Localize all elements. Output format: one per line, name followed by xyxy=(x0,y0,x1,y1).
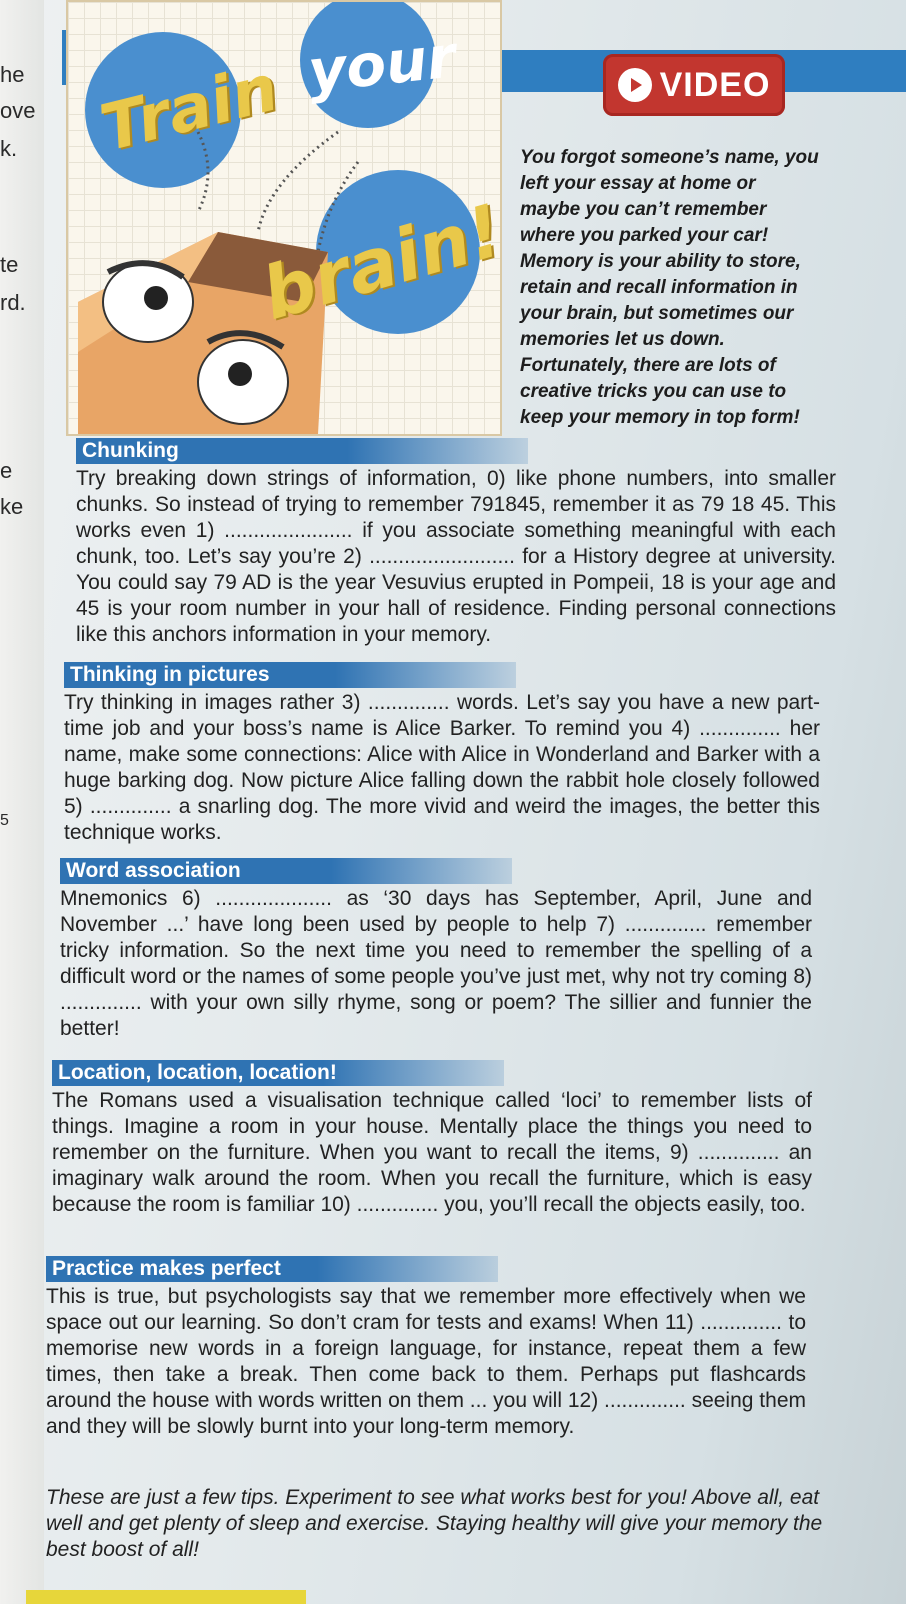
section-word-association xyxy=(60,858,812,1042)
section-chunking xyxy=(76,438,836,648)
section-body: This is true, but psychologists say that we remember more effectively when we space out our learning. So don’t cram for tests and exams! When 11) .............. to memorise new words in a foreign language, for instance, repeat them a few times, then take a break. Then come back to them. Perhaps put flashcards around the house with words written on them ... you will 12) .............. seeing them and they will be slowly burnt into your long-term memory. xyxy=(46,1285,806,1438)
section-body: Mnemonics 6) .................... as ‘30 days has September, April, June and November ...’ have long been used by people to help 7) .............. remember tricky information. So the next time you need to remember the spelling of a difficult word or the names of some people you’ve just met, why not try coming 8) .............. with your own silly rhyme, song or poem? The sillier and funnier the better! xyxy=(60,887,812,1040)
section-heading: Chunking xyxy=(76,438,528,464)
section-heading: Word association xyxy=(60,858,512,884)
section-heading: Location, location, location! xyxy=(52,1060,504,1086)
section-body: The Romans used a visualisation technique called ‘loci’ to remember lists of things. Imagine a room in your house. Mentally place the things you need to remember on the furniture. When you want to recall the items, 9) .............. an imaginary walk around the room. When you recall the furniture, which is easy because the room is familiar 10) .............. you, you’ll recall the objects easily, too. xyxy=(52,1089,812,1216)
title-word-train: Train xyxy=(93,51,286,167)
section-body: Try thinking in images rather 3) .............. words. Let’s say you have a new part-time job and your boss’s name is Alice Barker. To remind you 4) .............. her name, make some connections: Alice with Alice in Wonderland and Barker with a huge barking dog. Now picture Alice falling down the rabbit hole closely followed 5) .............. a snarling dog. The more vivid and weird the images, the better this technique works. xyxy=(64,691,820,844)
section-heading: Practice makes perfect xyxy=(46,1256,498,1282)
section-location xyxy=(52,1060,812,1218)
title-word-brain: brain! xyxy=(253,187,512,337)
title-word-your: your xyxy=(304,22,459,106)
margin-fragment: he xyxy=(0,62,25,87)
previous-page-margin xyxy=(0,0,44,1604)
margin-fragment: k. xyxy=(0,136,18,161)
margin-fragment: te xyxy=(0,252,19,277)
margin-fragment: rd. xyxy=(0,290,26,315)
intro-paragraph: You forgot someone’s name, you left your essay at home or maybe you can’t remember where you parked your car! Memory is your ability to store, retain and recall information in your brain, but sometimes our memories let us down. Fortunately, there are lots of creative tricks you can use to keep your memory in top form! xyxy=(520,147,819,428)
margin-fragment: ke xyxy=(0,494,24,519)
video-button[interactable] xyxy=(603,54,785,116)
section-thinking-in-pictures xyxy=(64,662,820,846)
play-icon xyxy=(618,68,652,102)
closing-paragraph: These are just a few tips. Experiment to see what works best for you! Above all, eat well and get plenty of sleep and exercise. Staying healthy will give your memory the best boost of all! xyxy=(46,1486,823,1561)
video-label: VIDEO xyxy=(659,65,771,104)
section-heading: Thinking in pictures xyxy=(64,662,516,688)
margin-fragment: e xyxy=(0,458,13,483)
footer-accent xyxy=(26,1590,306,1604)
train-your-brain-illustration xyxy=(66,0,512,436)
margin-fragment: ove xyxy=(0,98,36,123)
section-body: Try breaking down strings of information, 0) like phone numbers, into smaller chunks. So instead of trying to remember 791845, remember it as 79 18 45. This works even 1) ...................... if you associate something meaningful with each chunk, too. Let’s say you’re 2) ......................... for a History degree at university. You could say 79 AD is the year Vesuvius erupted in Pompeii, 18 is your age and 45 is your room number in your hall of residence. Finding personal connections like this anchors information in your memory. xyxy=(76,467,836,646)
section-practice xyxy=(46,1256,806,1440)
margin-fragment: 5 xyxy=(0,812,9,829)
